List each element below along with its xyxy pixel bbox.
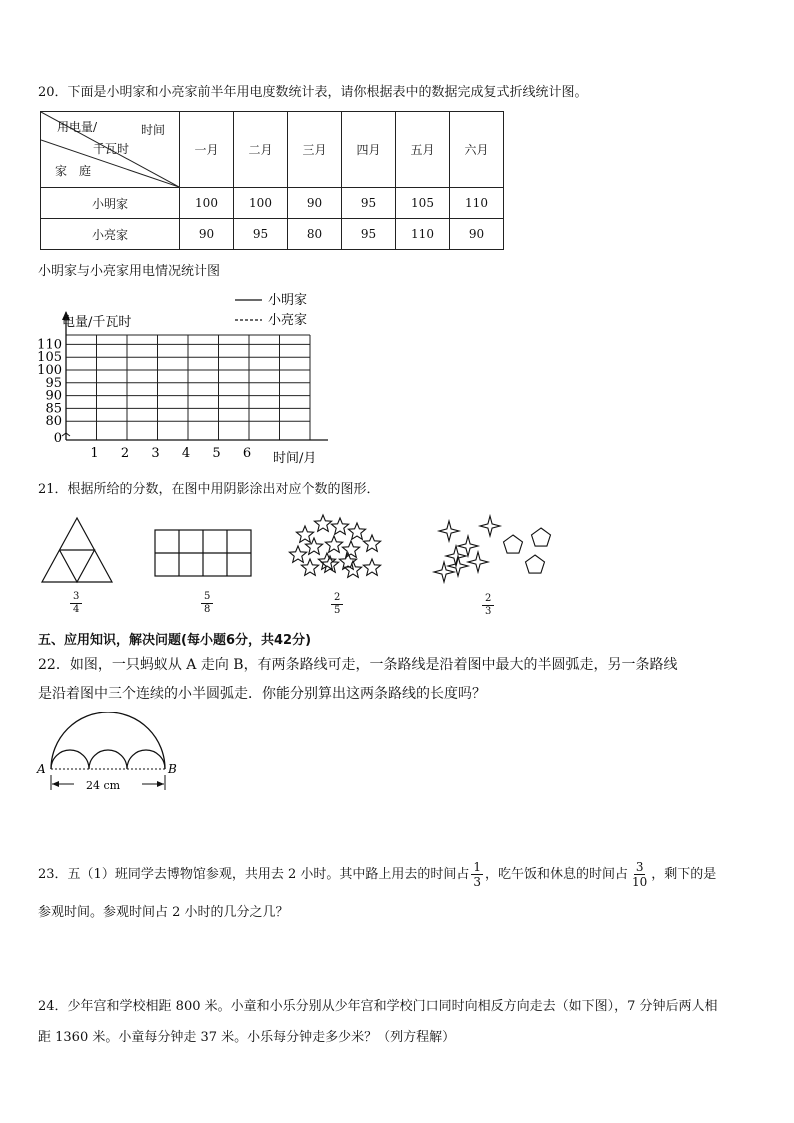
section-title: 五、应用知识，解决问题(每小题6分，共42分) bbox=[38, 633, 312, 648]
y-tick-label: 95 bbox=[45, 375, 62, 391]
pentagon-icon bbox=[532, 528, 551, 546]
star-icon bbox=[296, 526, 313, 542]
table-cell: 90 bbox=[450, 219, 504, 250]
star-icon bbox=[314, 515, 331, 531]
small-semicircles bbox=[51, 750, 165, 769]
chart-legend bbox=[235, 293, 307, 328]
fraction-numerator: 2 bbox=[331, 592, 343, 605]
q20-text: 20．下面是小明家和小亮家前半年用电度数统计表，请你根据表中的数据完成复式折线统计图。 bbox=[38, 85, 588, 100]
star-icon bbox=[348, 523, 365, 539]
star-group-with-pentagons bbox=[434, 516, 551, 582]
pentagon-icon bbox=[504, 535, 523, 553]
q22-line2: 是沿着图中三个连续的小半圆弧走．你能分别算出这两条路线的长度吗？ bbox=[38, 686, 486, 702]
table-cell: 90 bbox=[180, 219, 234, 250]
point-a-label: A bbox=[37, 762, 46, 776]
y-tick-label: 100 bbox=[37, 363, 62, 378]
usage-line-chart bbox=[30, 288, 350, 470]
divided-triangle bbox=[42, 518, 112, 582]
table-cell: 110 bbox=[450, 188, 504, 219]
fraction-label bbox=[201, 591, 213, 616]
star-icon bbox=[363, 559, 380, 575]
length-label: 24 cm bbox=[86, 779, 121, 792]
y-tick-label: 90 bbox=[45, 388, 62, 404]
rectangle-grid bbox=[155, 530, 251, 576]
chart-grid bbox=[66, 335, 310, 440]
y-tick-label: 0 bbox=[53, 431, 62, 446]
fraction-label bbox=[482, 593, 494, 618]
fraction-numerator: 3 bbox=[635, 860, 644, 874]
month-header: 五月 bbox=[396, 112, 450, 188]
star-icon bbox=[331, 518, 348, 534]
fraction-denominator: 4 bbox=[73, 604, 80, 615]
q23-line1 bbox=[38, 860, 716, 889]
x-tick-label: 6 bbox=[242, 446, 252, 461]
y-tick-label: 85 bbox=[45, 401, 62, 417]
table-cell: 110 bbox=[396, 219, 450, 250]
table-header-diagonal-cell bbox=[41, 112, 180, 188]
month-header: 六月 bbox=[450, 112, 504, 188]
star-icon bbox=[301, 559, 318, 575]
row-label: 小明家 bbox=[41, 188, 180, 219]
q23-text-part3: ，剩下的是 bbox=[651, 866, 717, 882]
star-icon bbox=[342, 541, 359, 557]
x-tick-label: 2 bbox=[120, 446, 130, 461]
legend-label: 小明家 bbox=[268, 293, 308, 308]
month-header: 四月 bbox=[342, 112, 396, 188]
table-cell: 80 bbox=[288, 219, 342, 250]
chart-axes bbox=[62, 311, 328, 440]
star-icon bbox=[363, 535, 380, 551]
q22-line1: 22．如图，一只蚂蚁从 A 走向 B，有两条路线可走，一条路线是沿着图中最大的半圆弧走，另一条路线 bbox=[38, 657, 678, 673]
fraction-denominator: 3 bbox=[485, 606, 492, 617]
fraction-denominator: 5 bbox=[334, 605, 341, 616]
star-icon bbox=[325, 536, 342, 552]
table-cell: 95 bbox=[342, 188, 396, 219]
x-tick-label: 5 bbox=[212, 446, 221, 461]
x-tick-label: 4 bbox=[181, 446, 191, 461]
table-row bbox=[41, 219, 504, 250]
table-cell: 100 bbox=[180, 188, 234, 219]
table-cell: 90 bbox=[288, 188, 342, 219]
fraction-denominator: 10 bbox=[632, 875, 648, 889]
table-cell: 95 bbox=[234, 219, 288, 250]
month-header: 三月 bbox=[288, 112, 342, 188]
fraction-label bbox=[70, 591, 82, 616]
q23-text-part2: ，吃午饭和休息的时间占 bbox=[485, 866, 629, 882]
row-label: 小亮家 bbox=[41, 219, 180, 250]
four-point-star-icon bbox=[468, 552, 488, 572]
arrowhead-left bbox=[52, 781, 59, 787]
q24-line2: 距 1360 米。小童每分钟走 37 米。小乐每分钟走多少米？（列方程解） bbox=[38, 1030, 456, 1045]
q23-line2: 参观时间。参观时间占 2 小时的几分之几？ bbox=[38, 905, 289, 920]
arrowhead-right bbox=[157, 781, 164, 787]
semicircle-diagram bbox=[36, 712, 186, 796]
y-tick-label: 110 bbox=[37, 337, 62, 353]
x-tick-label: 1 bbox=[90, 446, 99, 461]
pentagon-icon bbox=[526, 555, 545, 573]
month-header: 二月 bbox=[234, 112, 288, 188]
time-header-label: 时间 bbox=[141, 123, 166, 137]
fraction-label bbox=[331, 592, 343, 617]
q21-figures bbox=[38, 510, 578, 590]
fraction-denominator: 8 bbox=[204, 604, 211, 615]
family-header-label: 家 庭 bbox=[55, 164, 92, 178]
usage-header-label: 用电量/ bbox=[57, 120, 98, 134]
four-point-star-icon bbox=[439, 521, 459, 541]
q24-line1: 24．少年宫和学校相距 800 米。小童和小乐分别从少年宫和学校门口同时向相反方向走去（如下图），7 分钟后两人相 bbox=[38, 999, 718, 1014]
y-tick-label: 80 bbox=[45, 414, 62, 430]
fraction-denominator: 3 bbox=[473, 875, 481, 889]
x-axis-label: 时间/月 bbox=[273, 451, 317, 466]
legend-label: 小亮家 bbox=[268, 313, 308, 328]
table-cell: 95 bbox=[342, 219, 396, 250]
x-tick-label: 3 bbox=[151, 446, 160, 461]
four-point-star-icon bbox=[458, 536, 478, 556]
unit-header-label: 千瓦时 bbox=[93, 142, 130, 156]
large-semicircle bbox=[51, 712, 165, 769]
usage-table bbox=[40, 111, 504, 250]
fraction-three-tenths bbox=[630, 860, 649, 889]
q21-text: 21．根据所给的分数，在图中用阴影涂出对应个数的图形． bbox=[38, 482, 380, 497]
table-row bbox=[41, 188, 504, 219]
table-cell: 100 bbox=[234, 188, 288, 219]
chart-caption: 小明家与小亮家用电情况统计图 bbox=[38, 264, 221, 279]
star-icon bbox=[289, 546, 306, 562]
month-header: 一月 bbox=[180, 112, 234, 188]
star-group bbox=[289, 515, 380, 577]
point-b-label: B bbox=[168, 762, 177, 776]
four-point-star-icon bbox=[480, 516, 500, 536]
y-tick-label: 105 bbox=[37, 350, 62, 366]
chart-tick-labels bbox=[37, 337, 251, 461]
y-axis-label: 电量/千瓦时 bbox=[62, 315, 132, 330]
fraction-numerator: 1 bbox=[473, 860, 481, 874]
table-cell: 105 bbox=[396, 188, 450, 219]
fraction-one-third bbox=[471, 860, 483, 889]
fraction-numerator: 2 bbox=[482, 593, 494, 606]
q23-text-part1: 23．五（1）班同学去博物馆参观，共用去 2 小时。其中路上用去的时间占 bbox=[38, 866, 470, 882]
fraction-numerator: 5 bbox=[201, 591, 213, 604]
star-icon bbox=[318, 553, 335, 569]
fraction-numerator: 3 bbox=[70, 591, 82, 604]
